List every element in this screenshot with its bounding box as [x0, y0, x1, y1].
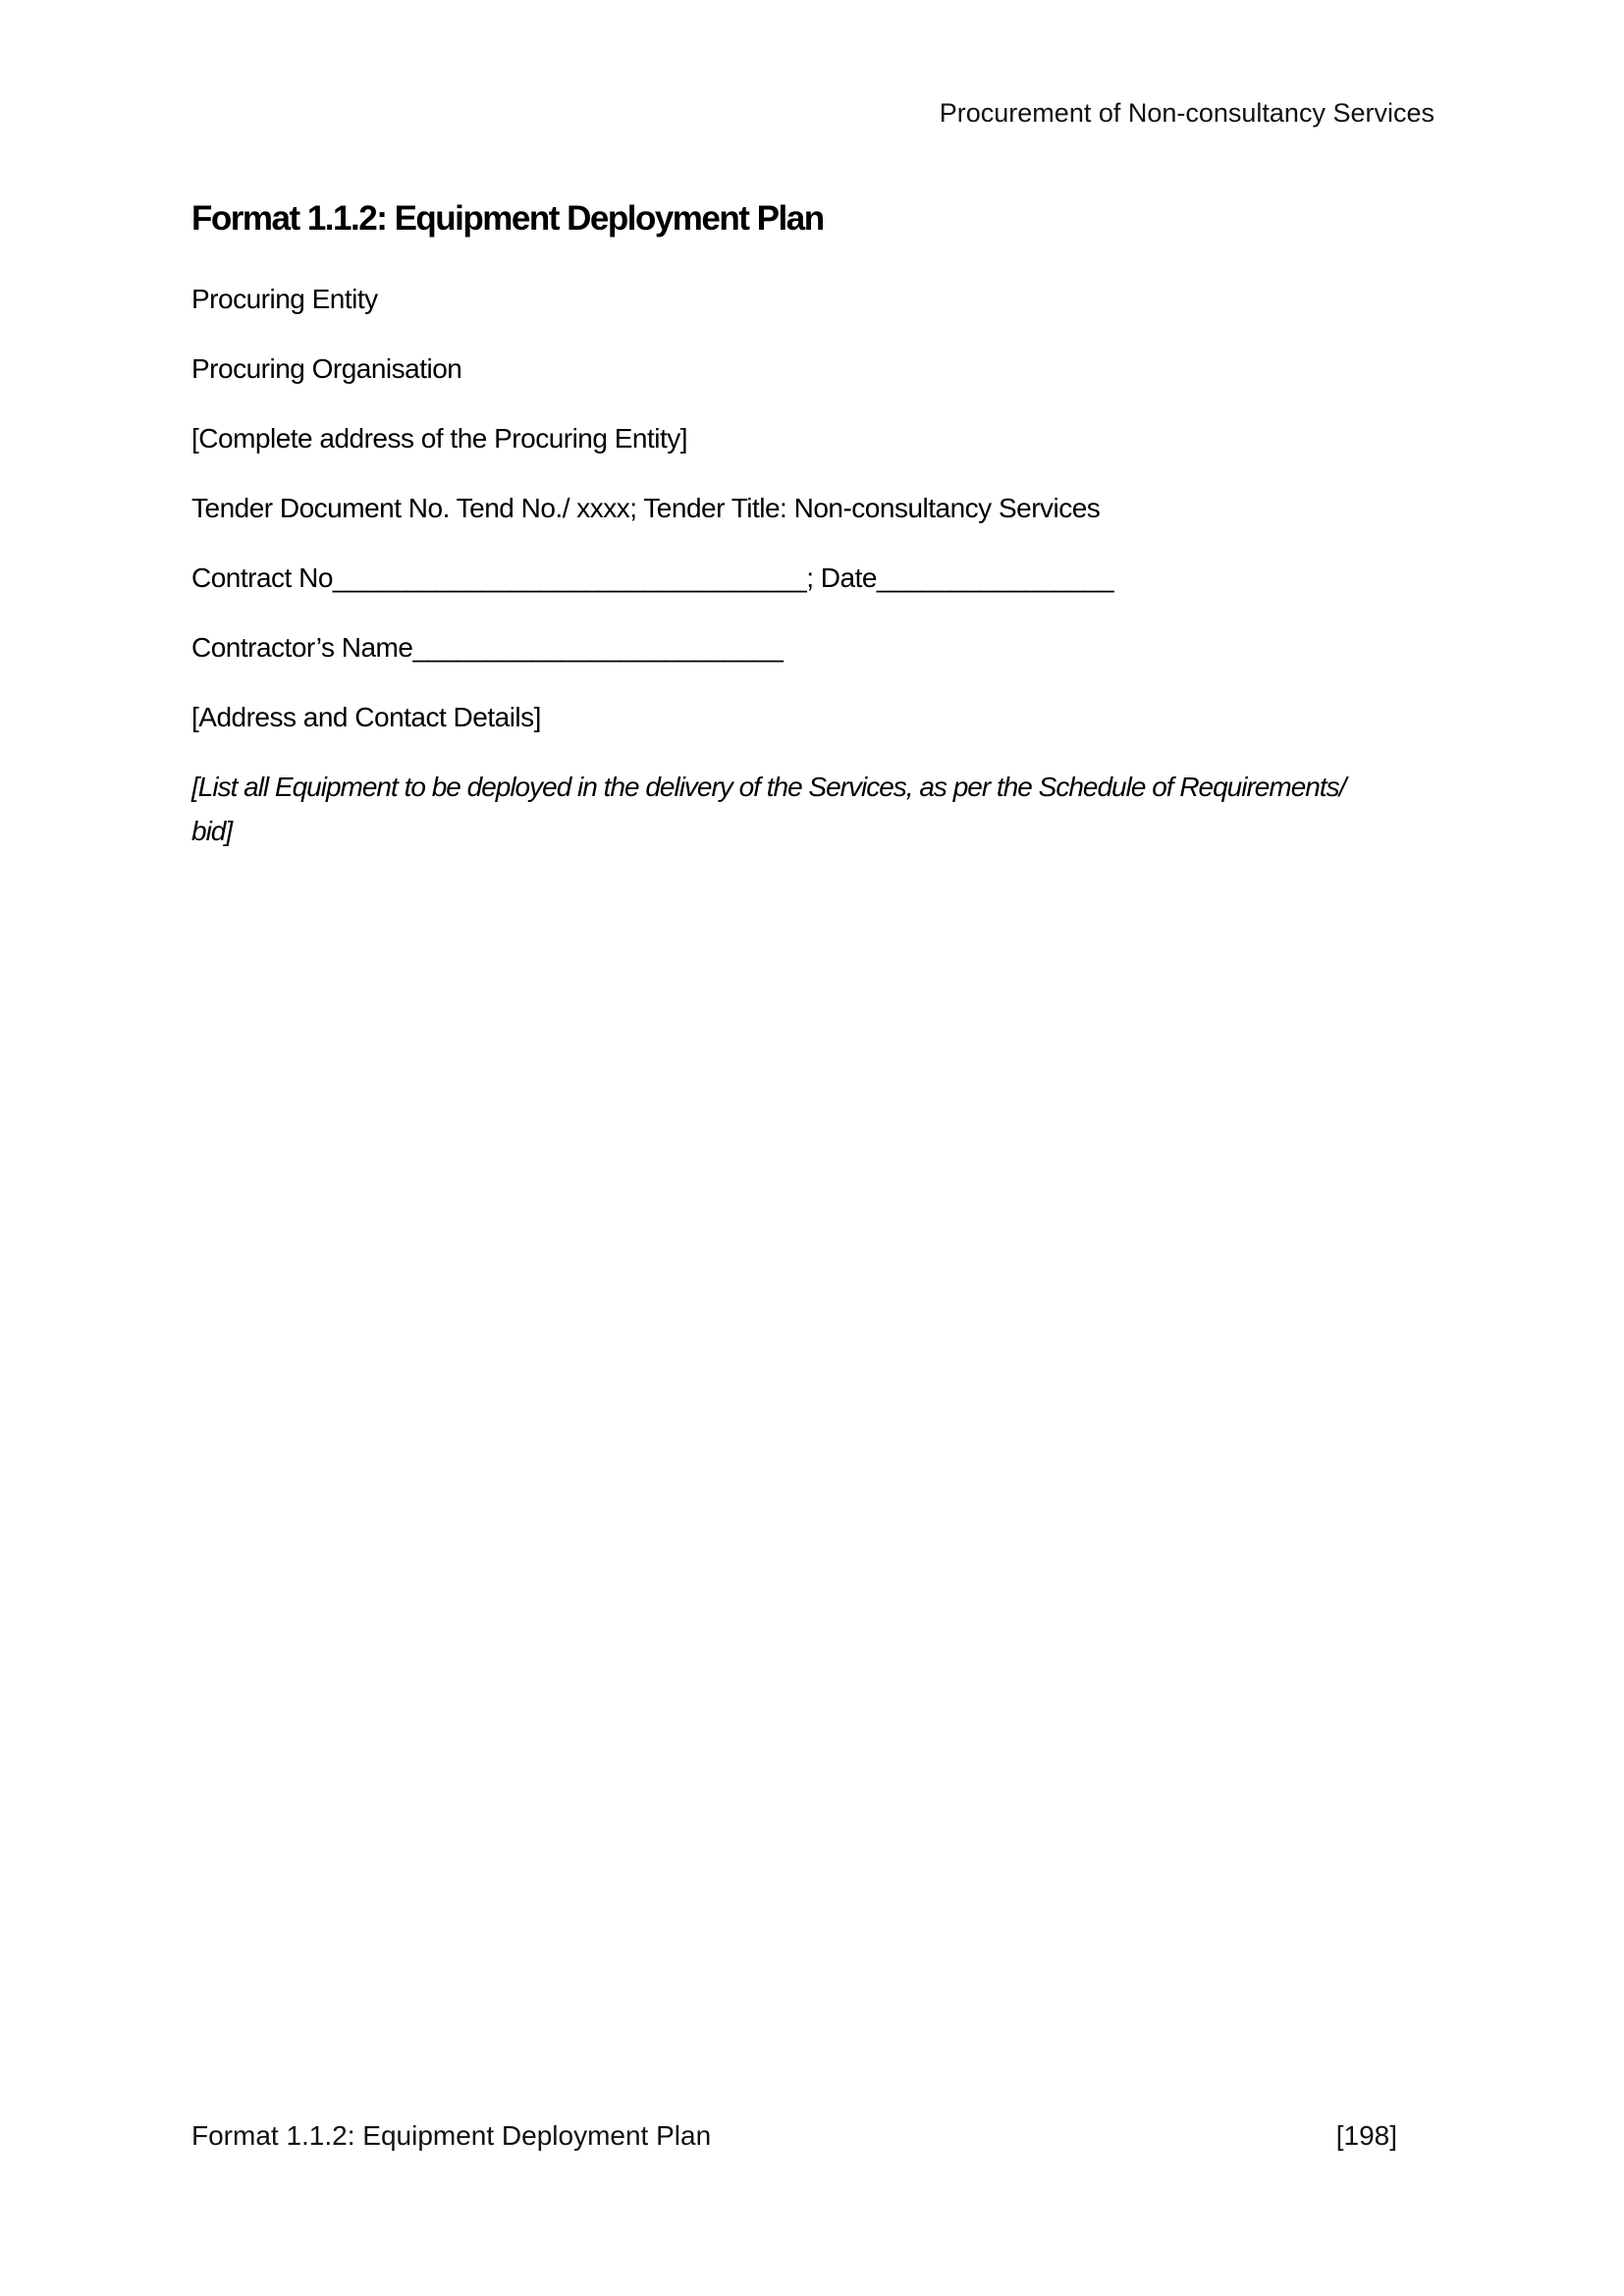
equipment-note-line-2: bid]	[191, 816, 233, 846]
paragraph-contract-line	[191, 556, 1438, 600]
paragraph-tender-line: Tender Document No. Tend No./ xxxx; Tender Title: Non-consultancy Services	[191, 493, 1101, 523]
page-header: Procurement of Non-consultancy Services	[939, 98, 1435, 128]
paragraph-contractor-line	[191, 625, 1438, 669]
paragraph-equipment-note	[191, 765, 1438, 853]
document-body	[191, 196, 1438, 879]
contract-no-label: Contract No	[191, 562, 333, 593]
footer-page-number: [198]	[1335, 2120, 1397, 2151]
contractor-name-label: Contractor’s Name	[191, 632, 413, 663]
date-label: ; Date	[806, 562, 877, 593]
date-blank: ________________	[876, 562, 1114, 593]
contract-no-blank: ________________________________	[332, 562, 807, 593]
page-footer	[191, 2118, 1435, 2154]
contractor-name-blank: _________________________	[412, 632, 784, 663]
paragraph-address-placeholder: [Complete address of the Procuring Entity]	[191, 423, 688, 454]
paragraph-contact-placeholder: [Address and Contact Details]	[191, 702, 541, 732]
equipment-note-line-1: [List all Equipment to be deployed in the delivery of the Services, as per the Schedule of Requirements/	[191, 772, 1346, 802]
paragraph-procuring-organisation: Procuring Organisation	[191, 353, 462, 384]
document-title: Format 1.1.2: Equipment Deployment Plan	[191, 199, 824, 238]
footer-document-title: Format 1.1.2: Equipment Deployment Plan	[191, 2120, 712, 2151]
paragraph-procuring-entity: Procuring Entity	[191, 284, 378, 314]
